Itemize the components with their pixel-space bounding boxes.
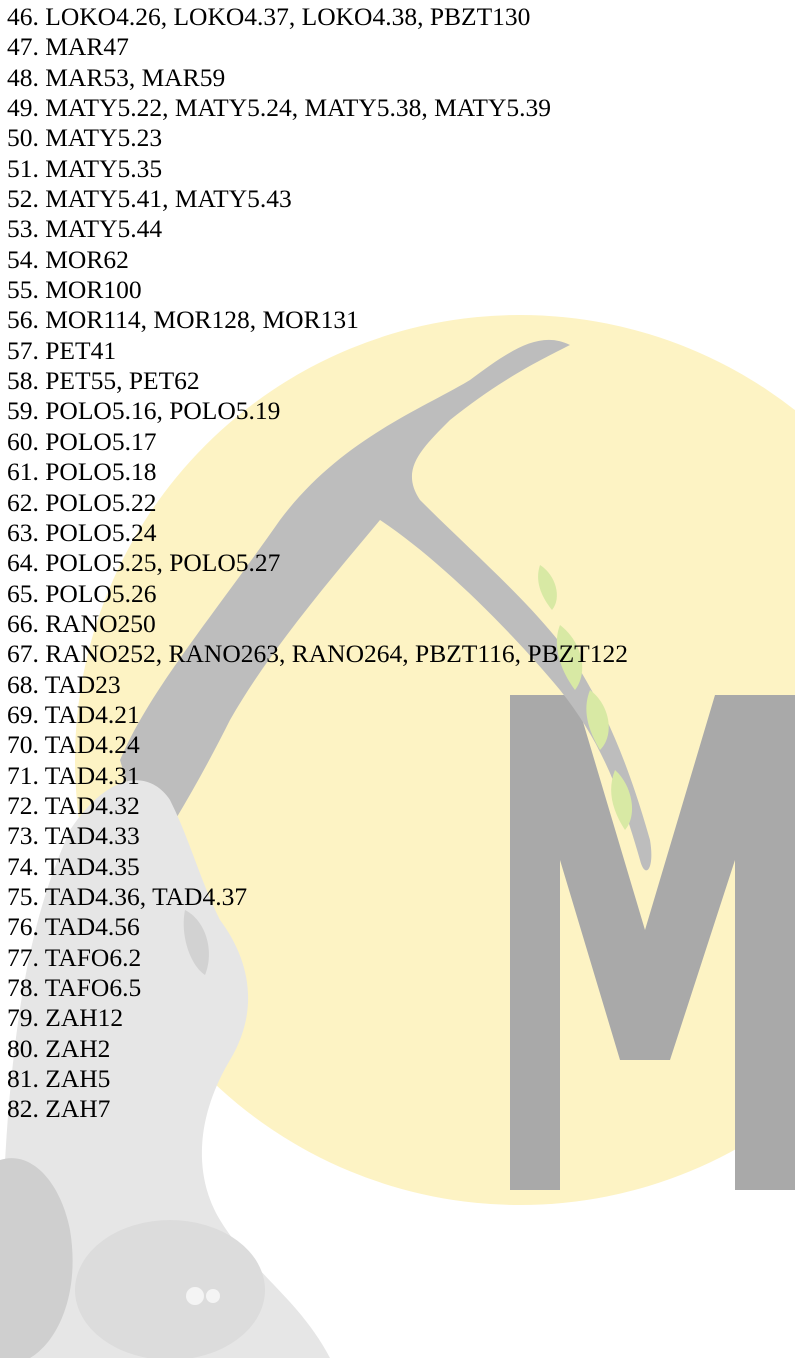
- list-item: [7, 305, 628, 335]
- list-item-number: 53.: [7, 214, 39, 244]
- list-item-number: 65.: [7, 578, 39, 608]
- list-item: [7, 1003, 628, 1033]
- list-item: [7, 1094, 628, 1124]
- list-item-number: 63.: [7, 517, 39, 547]
- list-item-number: 56.: [7, 305, 39, 335]
- list-item-text: TAD4.31: [44, 760, 140, 790]
- list-item-text: RANO252, RANO263, RANO264, PBZT116, PBZT122: [45, 639, 629, 669]
- list-item-number: 46.: [7, 2, 39, 31]
- list-item: [7, 32, 628, 62]
- list-item-text: TAD4.56: [44, 912, 140, 942]
- list-item-number: 57.: [7, 335, 39, 365]
- list-item-text: ZAH12: [45, 1003, 124, 1033]
- list-item: [7, 943, 628, 973]
- list-item-text: POLO5.18: [45, 457, 157, 487]
- list-item-number: 66.: [7, 608, 39, 638]
- list-item-text: MATY5.35: [45, 153, 163, 183]
- list-item-number: 60.: [7, 426, 39, 456]
- list-item-number: 81.: [7, 1064, 39, 1094]
- list-item-text: MOR62: [45, 244, 129, 274]
- list-item: [7, 214, 628, 244]
- list-item-number: 77.: [7, 942, 39, 972]
- list-item: [7, 488, 628, 518]
- list-item: [7, 63, 628, 93]
- list-item-number: 59.: [7, 396, 39, 426]
- list-item-text: TAD23: [44, 669, 121, 699]
- list-item: [7, 2, 628, 32]
- list-item-text: ZAH7: [45, 1094, 111, 1124]
- lemur-eye: [206, 1289, 220, 1303]
- list-item-number: 49.: [7, 93, 39, 123]
- list-item-text: MAR53, MAR59: [45, 62, 226, 92]
- list-item-text: PET55, PET62: [45, 366, 200, 396]
- list-item-text: POLO5.26: [45, 578, 157, 608]
- list-item: [7, 275, 628, 305]
- list-item: [7, 639, 628, 669]
- list-item-number: 50.: [7, 123, 39, 153]
- list-item-number: 61.: [7, 457, 39, 487]
- list-item: [7, 427, 628, 457]
- list-item-number: 67.: [7, 639, 39, 669]
- list-item-number: 47.: [7, 32, 39, 62]
- list-item-text: MATY5.41, MATY5.43: [45, 184, 292, 214]
- list-item-text: POLO5.24: [45, 517, 157, 547]
- list-item: [7, 518, 628, 548]
- list-item-number: 55.: [7, 275, 39, 305]
- list-item: [7, 730, 628, 760]
- list-item: [7, 882, 628, 912]
- list-item-text: TAD4.35: [44, 851, 140, 881]
- list-item-text: TAFO6.2: [44, 942, 142, 972]
- list-item-text: MATY5.22, MATY5.24, MATY5.38, MATY5.39: [45, 93, 552, 123]
- list-item: [7, 912, 628, 942]
- list-item-number: 48.: [7, 62, 39, 92]
- list-item-text: POLO5.25, POLO5.27: [45, 548, 281, 578]
- list-item-number: 62.: [7, 487, 39, 517]
- list-item-number: 54.: [7, 244, 39, 274]
- list-item: [7, 184, 628, 214]
- list-item-number: 75.: [7, 881, 39, 911]
- list-item-number: 71.: [7, 760, 39, 790]
- list-item-number: 51.: [7, 153, 39, 183]
- list-item-text: ZAH2: [45, 1033, 111, 1063]
- list-item-text: LOKO4.26, LOKO4.37, LOKO4.38, PBZT130: [45, 2, 531, 31]
- list-item-number: 82.: [7, 1094, 39, 1124]
- list-item: [7, 1064, 628, 1094]
- list-item: [7, 973, 628, 1003]
- list-item-text: POLO5.17: [45, 426, 157, 456]
- list-item-text: MATY5.23: [45, 123, 163, 153]
- list-item-text: TAD4.36, TAD4.37: [44, 881, 248, 911]
- list-item-number: 64.: [7, 548, 39, 578]
- list-item: [7, 123, 628, 153]
- list-item-text: TAD4.21: [44, 699, 140, 729]
- list-item-text: POLO5.22: [45, 487, 157, 517]
- list-item-number: 52.: [7, 184, 39, 214]
- list-item-text: MATY5.44: [45, 214, 163, 244]
- list-item: [7, 93, 628, 123]
- list-item-text: TAD4.24: [44, 730, 140, 760]
- list-item-number: 68.: [7, 669, 39, 699]
- list-item: [7, 154, 628, 184]
- list-item: [7, 366, 628, 396]
- list-item: [7, 1034, 628, 1064]
- list-item: [7, 548, 628, 578]
- list-item: [7, 821, 628, 851]
- list-item: [7, 396, 628, 426]
- list-item: [7, 245, 628, 275]
- list-item: [7, 457, 628, 487]
- list-item-number: 73.: [7, 821, 39, 851]
- list-item-text: MOR100: [45, 275, 142, 305]
- list-item: [7, 791, 628, 821]
- list-item-number: 78.: [7, 973, 39, 1002]
- list-item-number: 58.: [7, 366, 39, 396]
- list-item-number: 80.: [7, 1033, 39, 1063]
- list-item-text: TAD4.33: [44, 821, 140, 851]
- list-item-number: 76.: [7, 912, 39, 942]
- list-item: [7, 700, 628, 730]
- list-item-number: 69.: [7, 699, 39, 729]
- list-item-number: 79.: [7, 1003, 39, 1033]
- list-item-text: MOR114, MOR128, MOR131: [45, 305, 359, 335]
- list-item-number: 70.: [7, 730, 39, 760]
- list-item-text: POLO5.16, POLO5.19: [45, 396, 281, 426]
- list-item: [7, 670, 628, 700]
- list-item: [7, 579, 628, 609]
- list-item-text: TAFO6.5: [44, 973, 142, 1002]
- lemur-eye: [186, 1287, 204, 1305]
- numbered-list: [7, 2, 628, 1125]
- list-item: [7, 761, 628, 791]
- list-item-number: 72.: [7, 790, 39, 820]
- list-item-text: TAD4.32: [44, 790, 140, 820]
- list-item-text: ZAH5: [45, 1064, 111, 1094]
- list-item-number: 74.: [7, 851, 39, 881]
- list-item-text: MAR47: [45, 32, 129, 62]
- list-item-text: RANO250: [45, 608, 156, 638]
- list-item: [7, 852, 628, 882]
- list-item: [7, 609, 628, 639]
- list-item: [7, 336, 628, 366]
- lemur-face: [75, 1220, 265, 1358]
- list-item-text: PET41: [45, 335, 117, 365]
